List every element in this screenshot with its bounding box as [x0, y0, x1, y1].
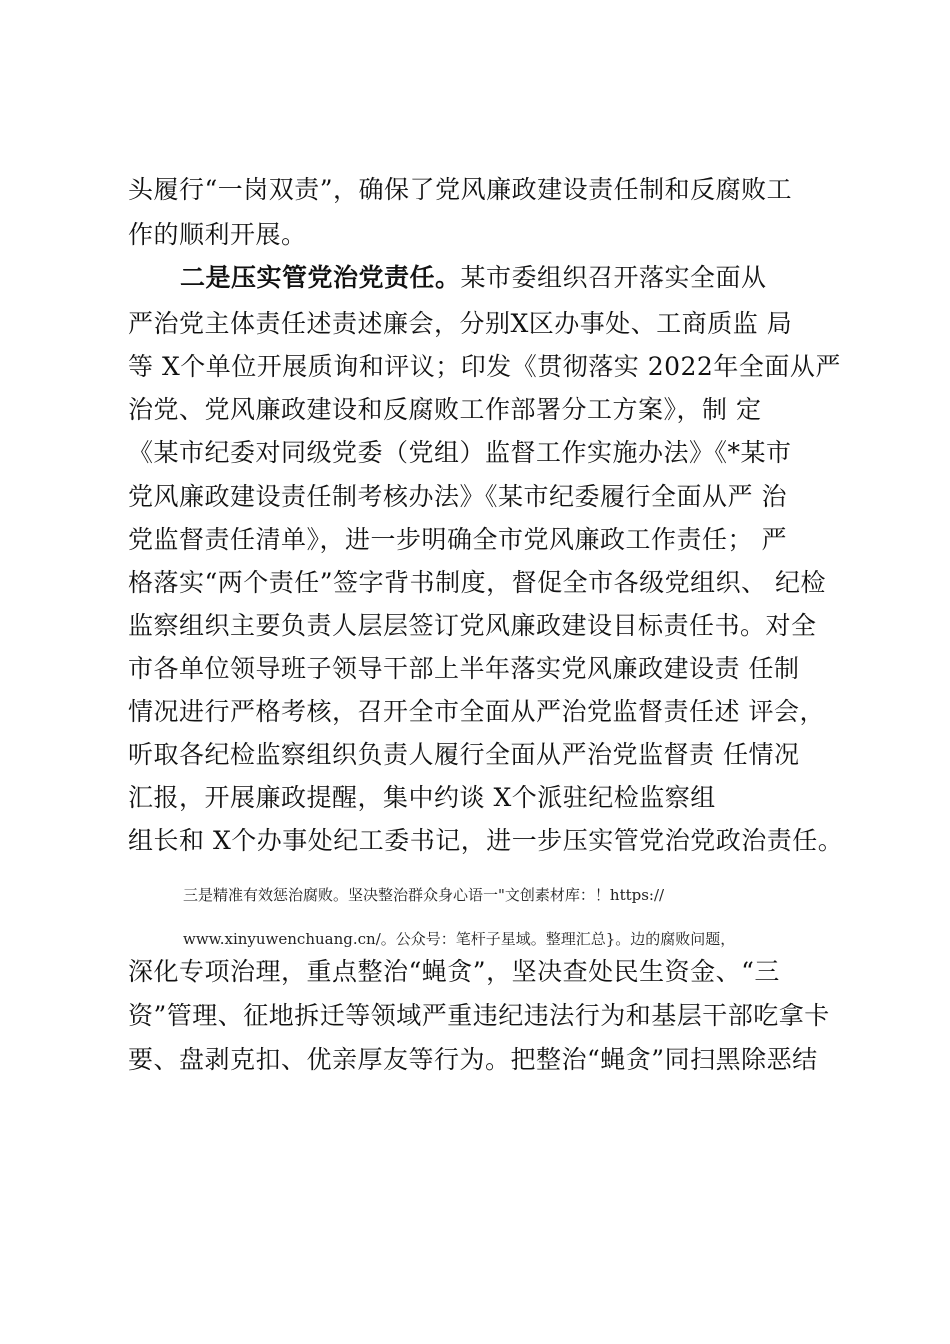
paragraph2-line-3: 等 X个单位开展质询和评议；印发《贯彻落实 2022年全面从严 [128, 352, 841, 381]
paragraph2-line-6: 党风廉政建设责任制考核办法》《某市纪委履行全面从严 治 [128, 482, 787, 511]
paragraph1-line-1: 头履行“一岗双责”，确保了党风廉政建设责任制和反腐败工 [128, 175, 793, 204]
paragraph3-line-3: 要、盘剥克扣、优亲厚友等行为。把整治“蝇贪”同扫黑除恶结 [128, 1045, 818, 1074]
section-heading: 二是压实管党治党责任。 [180, 263, 461, 292]
paragraph2-line-9: 监察组织主要负责人层层签订党风廉政建设目标责任书。对全 [128, 611, 817, 640]
paragraph2-line-2: 严治党主体责任述责述廉会，分别X区办事处、工商质监 局 [128, 309, 793, 338]
paragraph2-line-5: 《某市纪委对同级党委（党组）监督工作实施办法》《*某市 [128, 438, 792, 467]
small-text-line-2: www.xinyuwenchuang.cn/。公众号：笔杆子星域。整理汇总}。边的腐败问题， [183, 930, 736, 948]
paragraph2-line-14: 组长和 X个办事处纪工委书记，进一步压实管党治党政治责任。 [128, 826, 844, 855]
small-text-line-1: 三是精准有效惩治腐败。坚决整治群众身心语一"文创素材库：！https:// [183, 886, 665, 904]
paragraph2-line-7: 党监督责任清单》，进一步明确全市党风廉政工作责任； 严 [128, 525, 787, 554]
paragraph2-line-8: 格落实“两个责任”签字背书制度，督促全市各级党组织、 纪检 [128, 568, 827, 597]
paragraph2-first-line-rest: 某市委组织召开落实全面从 [460, 263, 767, 292]
paragraph2-line-11: 情况进行严格考核，召开全市全面从严治党监督责任述 评会， [128, 697, 825, 726]
paragraph2-line-10: 市各单位领导班子领导干部上半年落实党风廉政建设责 任制 [128, 654, 800, 683]
paragraph2-first-line [180, 263, 767, 293]
paragraph3-line-1: 深化专项治理，重点整治“蝇贪”，坚决查处民生资金、“三 [128, 957, 780, 986]
paragraph1-line-2: 作的顺利开展。 [128, 220, 307, 249]
paragraph3-line-2: 资”管理、征地拆迁等领域严重违纪违法行为和基层干部吃拿卡 [128, 1001, 830, 1030]
paragraph2-line-12: 听取各纪检监察组织负责人履行全面从严治党监督责 任情况 [128, 740, 800, 769]
paragraph2-line-4: 治党、党风廉政建设和反腐败工作部署分工方案》，制 定 [128, 395, 762, 424]
paragraph2-line-13: 汇报，开展廉政提醒，集中约谈 X个派驻纪检监察组 [128, 783, 716, 812]
